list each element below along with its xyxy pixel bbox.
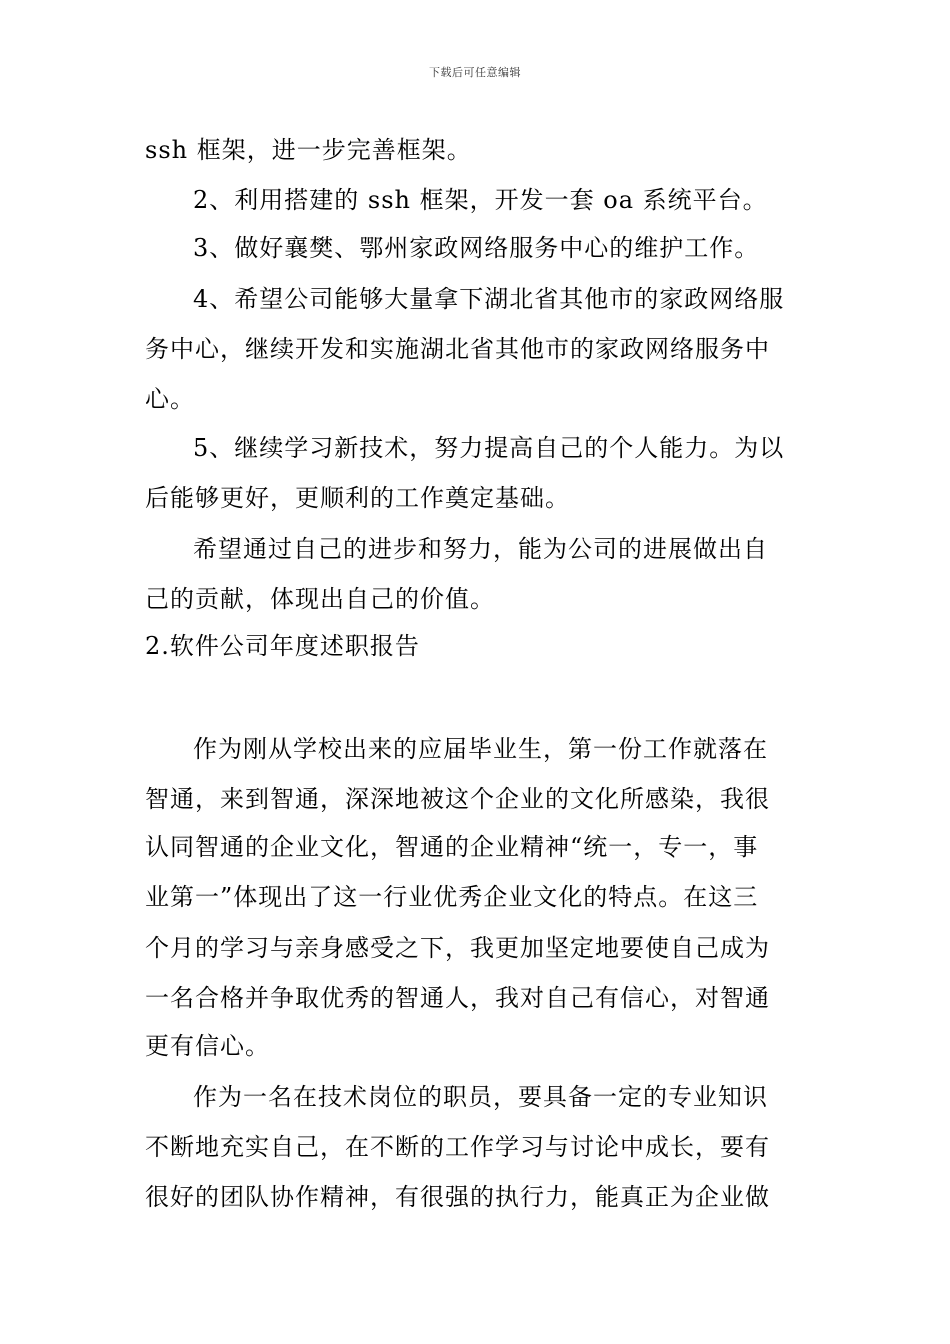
page-header: 下载后可任意编辑: [429, 66, 521, 79]
text-line: 作为刚从学校出来的应届毕业生，第一份工作就落在: [193, 735, 768, 763]
text-line: ssh 框架，进一步完善框架。: [145, 136, 472, 164]
text-line: 4、希望公司能够大量拿下湖北省其他市的家政网络服: [193, 285, 785, 313]
text-line: 3、做好襄樊、鄂州家政网络服务中心的维护工作。: [193, 234, 760, 262]
text-line: 己的贡献，体现出自己的价值。: [145, 585, 495, 613]
text-line: 更有信心。: [145, 1032, 270, 1060]
text-line: 认同智通的企业文化，智通的企业精神“统一，专一，事: [145, 833, 759, 861]
text-line: 务中心，继续开发和实施湖北省其他市的家政网络服务中: [145, 335, 770, 363]
text-line: 智通，来到智通，深深地被这个企业的文化所感染，我很: [145, 785, 770, 813]
text-line: 个月的学习与亲身感受之下，我更加坚定地要使自己成为: [145, 934, 770, 962]
text-line: 业第一”体现出了这一行业优秀企业文化的特点。在这三: [145, 883, 759, 911]
text-line: 不断地充实自己，在不断的工作学习与讨论中成长，要有: [145, 1133, 770, 1161]
text-line: 很好的团队协作精神，有很强的执行力，能真正为企业做: [145, 1183, 770, 1211]
text-line: 作为一名在技术岗位的职员，要具备一定的专业知识: [193, 1083, 768, 1111]
text-line: 一名合格并争取优秀的智通人，我对自己有信心，对智通: [145, 984, 770, 1012]
text-line: 2、利用搭建的 ssh 框架，开发一套 oa 系统平台。: [193, 186, 768, 214]
section-heading: 2.软件公司年度述职报告: [145, 632, 420, 660]
text-line: 5、继续学习新技术，努力提高自己的个人能力。为以: [193, 434, 785, 462]
text-line: 后能够更好，更顺利的工作奠定基础。: [145, 484, 570, 512]
text-line: 希望通过自己的进步和努力，能为公司的进展做出自: [193, 535, 768, 563]
text-line: 心。: [145, 385, 195, 413]
